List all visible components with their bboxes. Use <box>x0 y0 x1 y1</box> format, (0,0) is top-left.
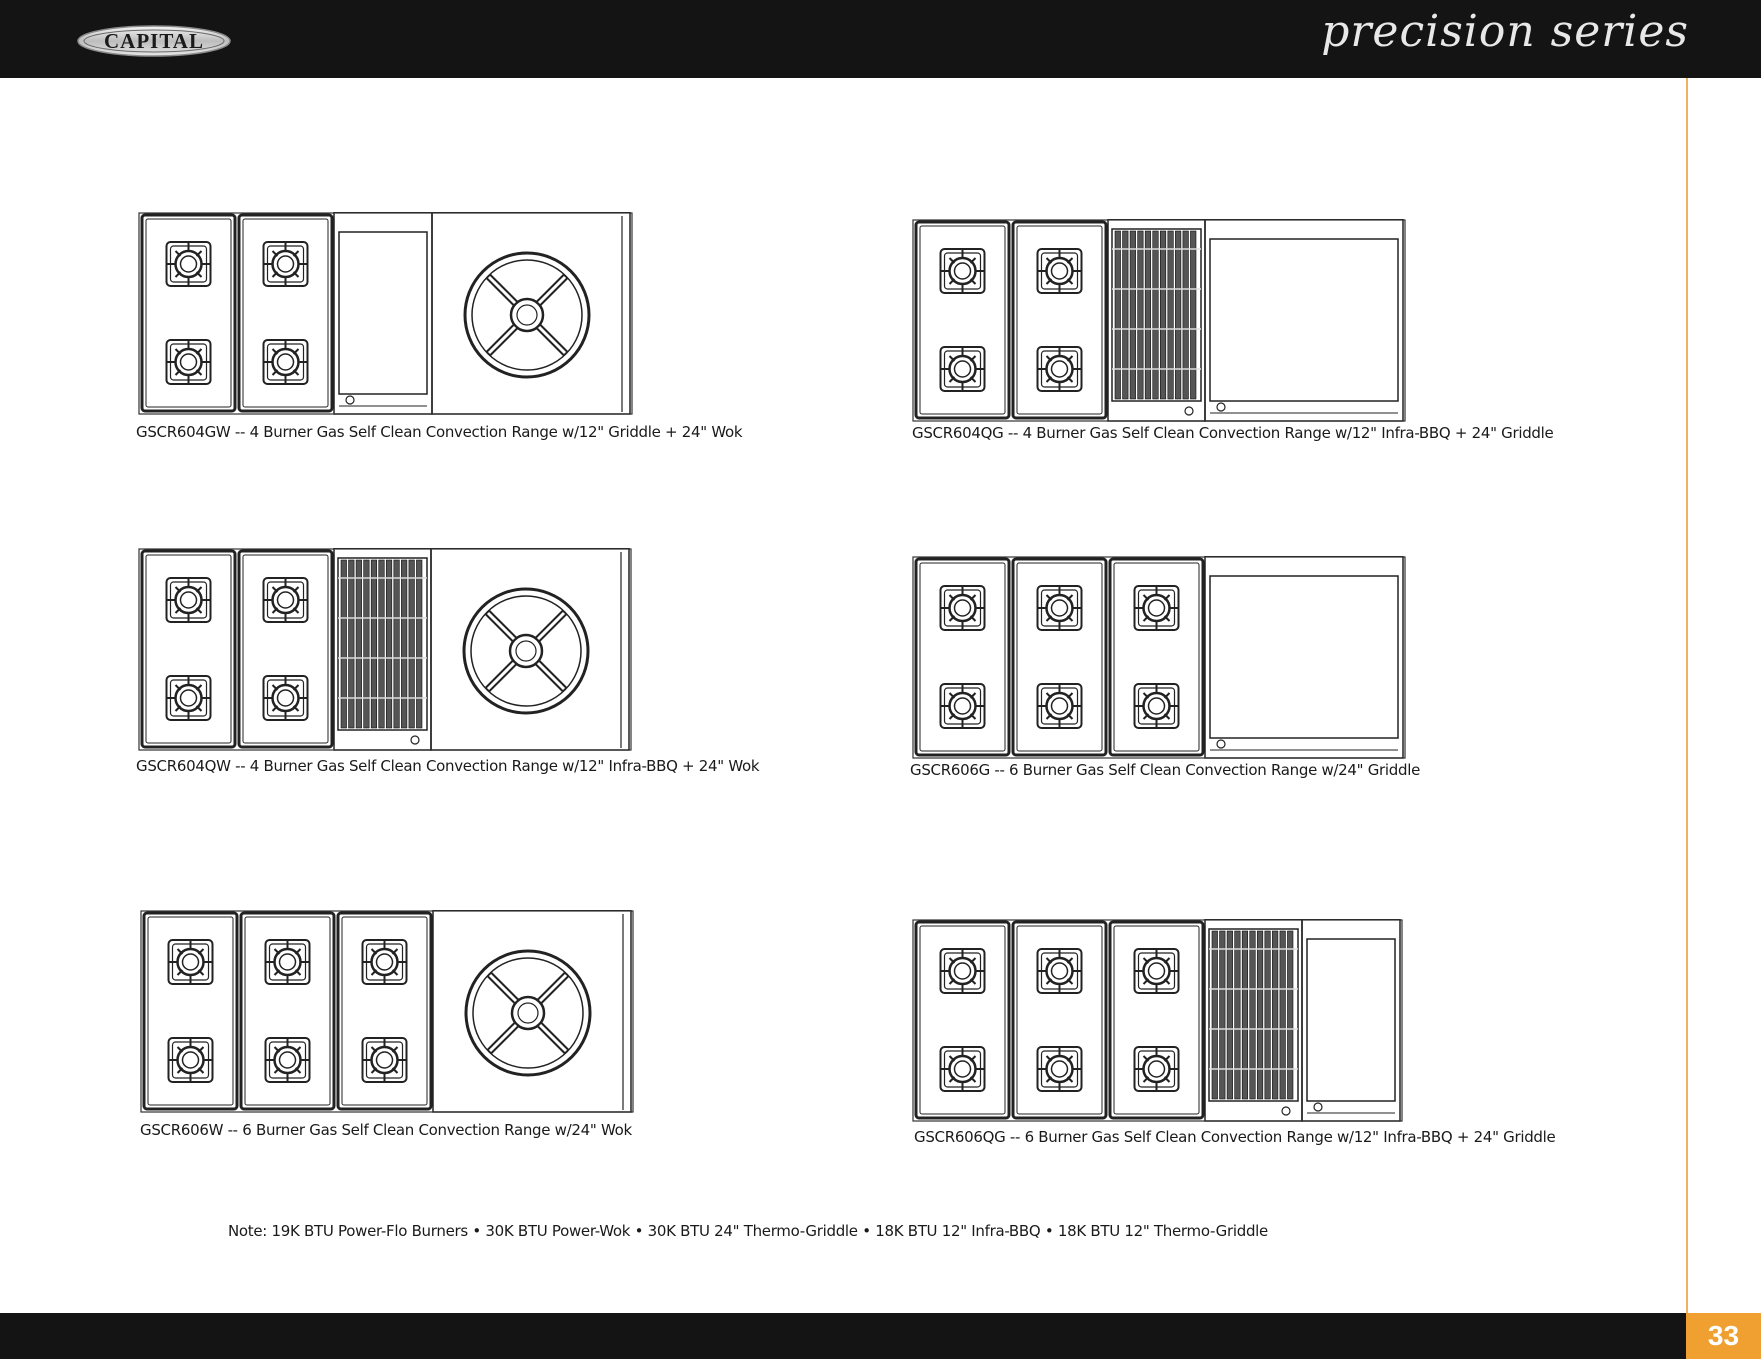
range-top-view <box>140 910 635 1114</box>
range-top-view <box>912 219 1407 423</box>
burner-grate-icon <box>363 940 407 984</box>
burner-pair-module <box>1110 559 1203 755</box>
burner-grate-icon <box>169 940 213 984</box>
burner-grate-icon <box>264 242 308 286</box>
drain-icon <box>411 736 419 744</box>
capital-logo <box>76 24 232 58</box>
drain-icon <box>1185 407 1193 415</box>
range-diagram-gscr604gw <box>138 212 634 416</box>
burner-grate-icon <box>1135 949 1179 993</box>
burner-grate-icon <box>941 1047 985 1091</box>
griddle-24-module <box>1205 219 1403 421</box>
range-outline <box>139 549 631 750</box>
drain-icon <box>1314 1103 1322 1111</box>
burner-pair-module <box>916 559 1009 755</box>
page-number: 33 <box>1686 1313 1761 1359</box>
burner-grate-icon <box>1038 586 1082 630</box>
drain-icon <box>1282 1107 1290 1115</box>
range-diagram-gscr604qw <box>138 548 633 752</box>
burner-pair-module <box>142 215 235 411</box>
btu-note: Note: 19K BTU Power-Flo Burners • 30K BTU Power-Wok • 30K BTU 24" Thermo-Griddle • 18K BTU 12" Infra-BBQ • 18K BTU 12" Thermo-Griddle <box>228 1222 1268 1240</box>
wok-ring-icon <box>466 951 590 1075</box>
range-outline <box>139 213 632 414</box>
burner-grate-icon <box>1038 347 1082 391</box>
burner-pair-module <box>239 215 332 411</box>
range-diagram-gscr604qg <box>912 219 1407 423</box>
model-caption-gscr606w: GSCR606W -- 6 Burner Gas Self Clean Convection Range w/24" Wok <box>140 1121 632 1139</box>
page-edge-divider <box>1686 78 1688 1313</box>
burner-grate-icon <box>941 949 985 993</box>
range-diagram-gscr606w <box>140 910 635 1114</box>
wok-24-module <box>432 212 630 414</box>
burner-grate-icon <box>1038 949 1082 993</box>
burner-grate-icon <box>1038 1047 1082 1091</box>
burner-grate-icon <box>169 1038 213 1082</box>
burner-grate-icon <box>1038 684 1082 728</box>
model-caption-gscr606g: GSCR606G -- 6 Burner Gas Self Clean Convection Range w/24" Griddle <box>910 761 1421 779</box>
wok-24-module <box>431 548 629 750</box>
burner-pair-module <box>241 913 334 1109</box>
bbq-12-module <box>1205 919 1302 1121</box>
range-diagram-gscr606qg <box>912 919 1404 1123</box>
wok-ring-icon <box>465 253 589 377</box>
burner-grate-icon <box>941 586 985 630</box>
burner-grate-icon <box>1135 1047 1179 1091</box>
model-caption-gscr606qg: GSCR606QG -- 6 Burner Gas Self Clean Convection Range w/12" Infra-BBQ + 24" Griddle <box>914 1128 1556 1146</box>
drain-icon <box>346 396 354 404</box>
burner-pair-module <box>916 222 1009 418</box>
burner-grate-icon <box>363 1038 407 1082</box>
burner-grate-icon <box>167 676 211 720</box>
burner-grate-icon <box>1038 249 1082 293</box>
range-top-view <box>912 556 1407 760</box>
header-bar <box>0 0 1761 78</box>
burner-pair-module <box>239 551 332 747</box>
burner-pair-module <box>144 913 237 1109</box>
burner-grate-icon <box>266 940 310 984</box>
burner-pair-module <box>1013 222 1106 418</box>
bbq-12-module <box>334 548 431 750</box>
burner-pair-module <box>142 551 235 747</box>
drain-icon <box>1217 740 1225 748</box>
range-top-view <box>138 212 634 416</box>
brand-name: CAPITAL <box>104 29 204 53</box>
griddle-12-module <box>1302 919 1400 1121</box>
range-top-view <box>912 919 1404 1123</box>
burner-pair-module <box>1013 922 1106 1118</box>
wok-24-module <box>433 910 631 1112</box>
burner-grate-icon <box>167 242 211 286</box>
range-top-view <box>138 548 633 752</box>
burner-grate-icon <box>941 347 985 391</box>
burner-grate-icon <box>264 676 308 720</box>
griddle-24-module <box>1205 556 1403 758</box>
burner-pair-module <box>1013 559 1106 755</box>
burner-grate-icon <box>167 578 211 622</box>
range-outline <box>913 220 1405 421</box>
burner-grate-icon <box>1135 586 1179 630</box>
range-diagram-gscr606g <box>912 556 1407 760</box>
burner-pair-module <box>338 913 431 1109</box>
model-caption-gscr604gw: GSCR604GW -- 4 Burner Gas Self Clean Convection Range w/12" Griddle + 24" Wok <box>136 423 743 441</box>
burner-grate-icon <box>167 340 211 384</box>
burner-grate-icon <box>264 340 308 384</box>
burner-grate-icon <box>941 684 985 728</box>
burner-grate-icon <box>941 249 985 293</box>
burner-grate-icon <box>264 578 308 622</box>
burner-grate-icon <box>1135 684 1179 728</box>
griddle-12-module <box>334 212 432 414</box>
bbq-12-module <box>1108 219 1205 421</box>
burner-pair-module <box>916 922 1009 1118</box>
burner-grate-icon <box>266 1038 310 1082</box>
series-title: precision series <box>1321 6 1689 57</box>
drain-icon <box>1217 403 1225 411</box>
model-caption-gscr604qw: GSCR604QW -- 4 Burner Gas Self Clean Convection Range w/12" Infra-BBQ + 24" Wok <box>136 757 760 775</box>
wok-ring-icon <box>464 589 588 713</box>
model-caption-gscr604qg: GSCR604QG -- 4 Burner Gas Self Clean Convection Range w/12" Infra-BBQ + 24" Griddle <box>912 424 1554 442</box>
burner-pair-module <box>1110 922 1203 1118</box>
footer-bar <box>0 1313 1761 1359</box>
